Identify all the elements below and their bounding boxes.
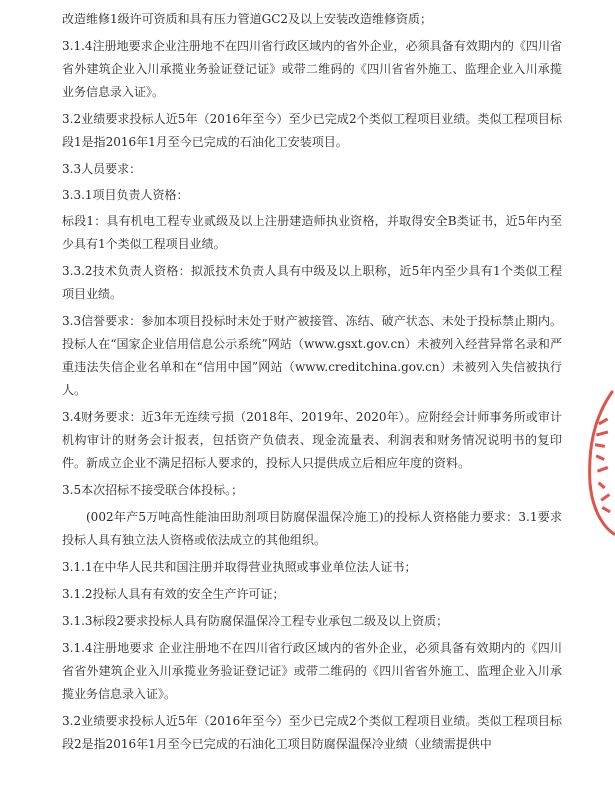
paragraph-3-1-2-safety: 3.1.2投标人具有有效的安全生产许可证； — [62, 587, 285, 601]
red-seal-stamp — [582, 388, 615, 538]
paragraph-3-3-2-tech-lead: 3.3.2技术负责人资格：拟派技术负责人具有中级及以上职称，近5年内至少具有1个类似工程项目业绩。 — [62, 264, 562, 301]
paragraph-3-1-3-section-2: 3.1.3标段2要求投标人具有防腐保温保冷工程专业承包二级及以上资质； — [62, 614, 449, 628]
paragraph-3-1-4-registration: 3.1.4注册地要求企业注册地不在四川省行政区域内的省外企业，必须具备有效期内的《四川省省外建筑企业入川承揽业务验证登记证》或带二维码的《四川省省外施工、监理企业入川承揽业务信息录入证》。 — [62, 39, 562, 99]
paragraph-3-1-4-registration-2: 3.1.4注册地要求 企业注册地不在四川省行政区域内的省外企业，必须具备有效期内的《四川省省外建筑企业入川承揽业务验证登记证》或带二维码的《四川省省外施工、监理企业入川承揽业务信息录入证》。 — [62, 641, 562, 701]
paragraph-3-1-1-license: 3.1.1在中华人民共和国注册并取得营业执照或事业单位法人证书； — [62, 560, 417, 574]
paragraph-section-1-lead: 标段1：具有机电工程专业贰级及以上注册建造师执业资格，并取得安全B类证书，近5年内至少具有1个类似工程项目业绩。 — [62, 214, 562, 251]
paragraph-3-3-credibility: 3.3信誉要求：参加本项目投标时未处于财产被接管、冻结、破产状态、未处于投标禁止期内。投标人在“国家企业信用信息公示系统”网站（www.gsxt.gov.cn）未被列入经营异常名录和严重违法失信企业名单和在“信用中国”网站（www.creditchina.gov.cn）未被列入失信被执行人。 — [62, 314, 562, 397]
paragraph-3-2-performance: 3.2业绩要求投标人近5年（2016年至今）至少已完成2个类似工程项目业绩。类似工程项目标段1是指2016年1月至今已完成的石油化工安装项目。 — [62, 112, 562, 149]
paragraph-002-requirements: (002年产5万吨高性能油田助剂项目防腐保温保冷施工)的投标人资格能力要求：3.1要求投标人具有独立法人资格或依法成立的其他组织。 — [62, 510, 562, 547]
paragraph-3-4-finance: 3.4财务要求：近3年无连续亏损（2018年、2019年、2020年）。应附经会计师事务所或审计机构审计的财务会计报表，包括资产负债表、现金流量表、利润表和财务情况说明书的复印件。新成立企业不满足招标人要求的，投标人只提供成立后相应年度的资料。 — [62, 410, 562, 470]
paragraph-3-5-consortium: 3.5本次招标不接受联合体投标。； — [62, 483, 244, 497]
paragraph-3-2-performance-2: 3.2业绩要求投标人近5年（2016年至今）至少已完成2个类似工程项目业绩。类似工程项目标段2是指2016年1月至今已完成的石油化工项目防腐保温保冷业绩（业绩需提供中 — [62, 714, 562, 751]
document-body — [62, 8, 562, 760]
paragraph-qualification-cont: 改造维修1级许可资质和具有压力管道GC2及以上安装改造维修资质； — [62, 12, 433, 26]
paragraph-3-3-1-project-lead: 3.3.1项目负责人资格： — [62, 188, 189, 202]
paragraph-3-3-personnel: 3.3人员要求： — [62, 162, 142, 176]
